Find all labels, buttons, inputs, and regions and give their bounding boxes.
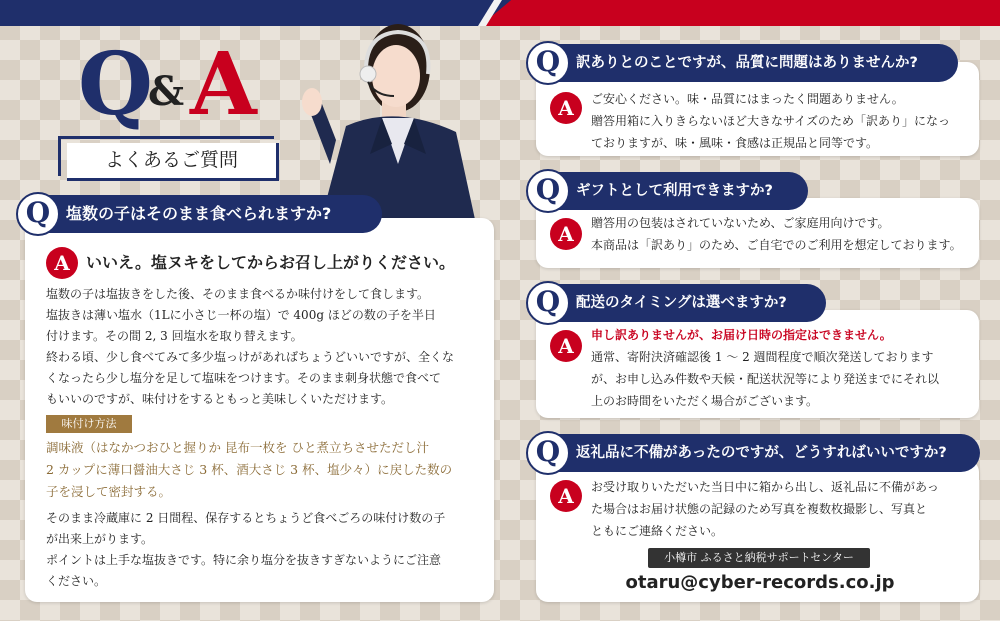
answer-line: ておりますが、味・風味・食感は正規品と同等です。 bbox=[591, 136, 879, 150]
recipe-line: 2 カップに薄口醤油大さじ 3 杯、酒大さじ 3 杯、塩少々）に戻した数の bbox=[46, 462, 453, 477]
question-bar-delivery bbox=[528, 284, 826, 322]
question-bar-quality bbox=[528, 44, 958, 82]
left-body-line: ください。 bbox=[46, 574, 107, 588]
a-badge: A bbox=[550, 330, 582, 362]
left-question-bar bbox=[18, 195, 382, 233]
faq-title: よくあるご質問 bbox=[67, 143, 279, 181]
a-badge: A bbox=[550, 480, 582, 512]
question-text: 返礼品に不備があったのですが、どうすればいいですか? bbox=[576, 445, 947, 461]
answer-notice: 申し訳ありませんが、お届け日時の指定はできません。 bbox=[591, 328, 892, 342]
a-badge: A bbox=[550, 218, 582, 250]
left-body-line: くなったら少し塩分を足して塩味をつけます。そのまま刺身状態で食べて bbox=[46, 371, 442, 385]
q-badge: Q bbox=[526, 281, 570, 325]
operator-illustration bbox=[286, 14, 482, 224]
left-body-line: そのまま冷蔵庫に 2 日間程、保存するとちょうど食べごろの味付け数の子 bbox=[46, 511, 446, 525]
answer-line: ともにご連絡ください。 bbox=[591, 524, 724, 538]
q-badge: Q bbox=[526, 431, 570, 475]
question-bar-gift bbox=[528, 172, 808, 210]
answer-line: 上のお時間をいただく場合がございます。 bbox=[591, 394, 819, 408]
recipe-line: 子を浸して密封する。 bbox=[46, 484, 172, 499]
answer-text-quality bbox=[591, 88, 977, 154]
q-badge: Q bbox=[526, 169, 570, 213]
left-answer-headline: いいえ。塩ヌキをしてからお召し上がりください。 bbox=[86, 253, 455, 272]
answer-line: 通常、寄附決済確認後 1 〜 2 週間程度で順次発送しております bbox=[591, 350, 934, 364]
contact-email[interactable]: otaru@cyber-records.co.jp bbox=[625, 572, 895, 593]
question-text: ギフトとして利用できますか? bbox=[576, 183, 773, 199]
top-color-band bbox=[0, 0, 1000, 26]
question-text: 配送のタイミングは選べますか? bbox=[576, 295, 787, 311]
a-badge: A bbox=[550, 92, 582, 124]
left-question-text: 塩数の子はそのまま食べられますか? bbox=[66, 204, 332, 223]
left-body-line: もいいのですが、味付けをするともっと美味しくいただけます。 bbox=[46, 392, 394, 406]
answer-line: が、お申し込み件数や天候・配送状況等により発送までにそれ以 bbox=[591, 372, 940, 386]
support-center-label: 小樽市 ふるさと納税サポートセンター bbox=[648, 548, 870, 568]
a-badge: A bbox=[46, 247, 78, 279]
recipe-body bbox=[46, 437, 482, 503]
recipe-tag: 味付け方法 bbox=[46, 415, 132, 433]
q-badge: Q bbox=[526, 41, 570, 85]
answer-line: た場合はお届け状態の記録のため写真を複数枚撮影し、写真と bbox=[591, 502, 928, 516]
answer-line: お受け取りいただいた当日中に箱から出し、返礼品に不備があっ bbox=[591, 480, 939, 494]
left-answer-body-2 bbox=[46, 508, 482, 592]
qa-logo-q: Q bbox=[78, 34, 153, 135]
recipe-line: 調味液（はなかつおひと握りか 昆布一枚を ひと煮立ちさせただし汁 bbox=[46, 440, 429, 455]
left-body-line: 付けます。その間 2, 3 回塩水を取り替えます。 bbox=[46, 329, 303, 343]
faq-title-frame bbox=[58, 136, 274, 176]
left-body-line: 塩抜きは薄い塩水（1Lに小さじ一杯の塩）で 400g ほどの数の子を半日 bbox=[46, 308, 436, 322]
question-text: 訳ありとのことですが、品質に問題はありませんか? bbox=[576, 55, 918, 71]
top-band-red bbox=[480, 0, 1000, 26]
q-badge: Q bbox=[16, 192, 60, 236]
left-body-line: 終わる頃、少し食べてみて多少塩っけがあればちょうどいいですが、全くな bbox=[46, 350, 455, 364]
answer-text-delivery bbox=[591, 324, 977, 412]
left-answer-body-1 bbox=[46, 284, 482, 410]
left-body-line: が出来上がります。 bbox=[46, 532, 154, 546]
answer-line: ご安心ください。味・品質にはまったく問題ありません。 bbox=[591, 92, 904, 106]
qa-logo-a: A bbox=[190, 34, 257, 135]
answer-line: 贈答用の包装はされていないため、ご家庭用向けです。 bbox=[591, 216, 890, 230]
answer-text-gift bbox=[591, 212, 977, 256]
question-bar-defect bbox=[528, 434, 980, 472]
answer-line: 本商品は「訳あり」のため、ご自宅でのご利用を想定しております。 bbox=[591, 238, 962, 252]
answer-line: 贈答用箱に入りきらないほど大きなサイズのため「訳あり」になっ bbox=[591, 114, 951, 128]
answer-text-defect bbox=[591, 476, 977, 542]
left-body-line: ポイントは上手な塩抜きです。特に余り塩分を抜きすぎないようにご注意 bbox=[46, 553, 442, 567]
left-body-line: 塩数の子は塩抜きをした後、そのまま食べるか味付けをして食します。 bbox=[46, 287, 430, 301]
qa-logo-amp: & bbox=[148, 68, 185, 115]
